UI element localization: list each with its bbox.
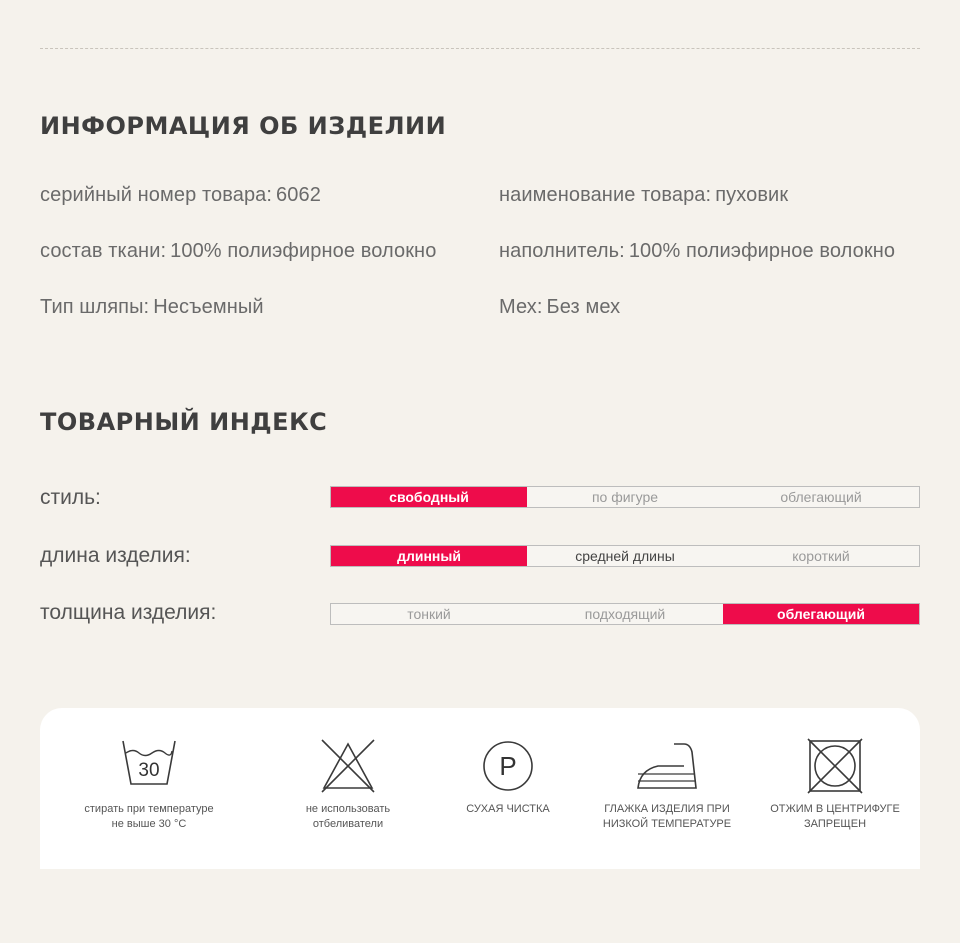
care-wash-30	[74, 738, 224, 832]
info-hood	[40, 296, 264, 319]
index-style-option: по фигуре	[591, 489, 659, 505]
care-dry-clean-caption: СУХАЯ ЧИСТКА	[466, 803, 550, 815]
info-serial-label: серийный номер товара:	[40, 184, 273, 206]
product-info-heading: ИНФОРМАЦИЯ ОБ ИЗДЕЛИИ	[40, 112, 447, 140]
info-name-label: наименование товара:	[499, 184, 712, 206]
index-thickness-option: облегающий	[723, 604, 919, 624]
index-thickness-label: толщина изделия:	[40, 601, 217, 624]
care-no-bleach	[273, 738, 423, 832]
info-serial-value: 6062	[276, 184, 321, 206]
top-divider	[40, 48, 920, 49]
info-hood-label: Тип шляпы:	[40, 296, 150, 318]
wash-temp-text: 30	[138, 760, 160, 781]
dry-clean-p-icon	[480, 738, 536, 794]
care-iron-caption: ГЛАЖКА ИЗДЕЛИЯ ПРИ НИЗКОЙ ТЕМПЕРАТУРЕ	[602, 803, 732, 830]
index-style-option: облегающий	[780, 489, 862, 505]
index-style-option: свободный	[331, 487, 527, 507]
product-index-heading: ТОВАРНЫЙ ИНДЕКС	[40, 408, 328, 436]
index-thickness-scale	[330, 603, 920, 625]
info-fur-value: Без мех	[546, 296, 621, 318]
info-filling	[499, 240, 895, 263]
index-length-option: средней длины	[575, 548, 675, 564]
info-fabric-label: состав ткани:	[40, 240, 167, 262]
info-fur-label: Мех:	[499, 296, 543, 318]
care-tumble-caption: ОТЖИМ В ЦЕНТРИФУГЕ ЗАПРЕЩЕН	[770, 803, 900, 830]
info-fur	[499, 296, 620, 319]
index-style-label: стиль:	[40, 486, 101, 509]
info-name	[499, 184, 788, 207]
care-no-tumble	[760, 738, 910, 832]
index-thickness-option: тонкий	[407, 606, 451, 622]
info-fabric-value: 100% полиэфирное волокно	[170, 240, 437, 262]
care-dry-clean	[433, 738, 583, 817]
dry-clean-letter: P	[499, 751, 517, 781]
wash-30-icon	[121, 738, 177, 788]
info-hood-value: Несъемный	[153, 296, 264, 318]
index-length-scale	[330, 545, 920, 567]
iron-low-icon	[636, 738, 698, 794]
info-filling-label: наполнитель:	[499, 240, 625, 262]
no-bleach-icon	[320, 738, 376, 794]
index-length-option: короткий	[792, 548, 850, 564]
care-panel	[40, 708, 920, 869]
info-name-value: пуховик	[715, 184, 789, 206]
info-serial	[40, 184, 321, 207]
no-tumble-dry-icon	[807, 738, 863, 794]
care-iron	[592, 738, 742, 832]
care-wash-caption: стирать при температуре не выше 30 °С	[84, 803, 214, 830]
info-filling-value: 100% полиэфирное волокно	[628, 240, 896, 262]
info-fabric	[40, 240, 436, 263]
index-style-scale	[330, 486, 920, 508]
index-thickness-option: подходящий	[584, 606, 666, 622]
index-length-label: длина изделия:	[40, 544, 191, 567]
index-length-option: длинный	[331, 546, 527, 566]
care-bleach-caption: не использовать отбеливатели	[305, 803, 391, 830]
